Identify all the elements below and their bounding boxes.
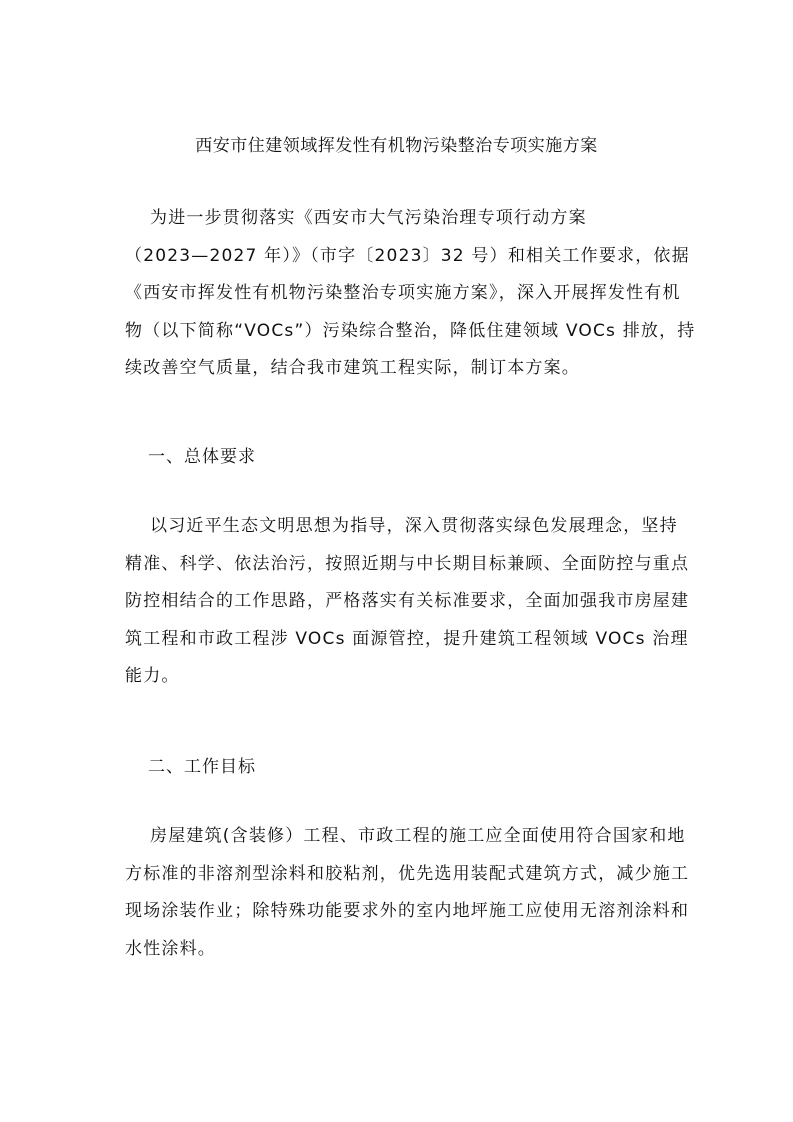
paragraph-line: 物（以下简称“VOCs”）污染综合整治，降低住建领域 VOCs 排放，持	[125, 320, 696, 341]
paragraph-line: 为进一步贯彻落实《西安市大气污染治理专项行动方案	[150, 208, 587, 228]
section2-paragraph	[125, 818, 690, 968]
paragraph-line: 方标准的非溶剂型涂料和胶粘剂，优先选用装配式建筑方式，减少施工	[125, 863, 690, 884]
paragraph-line: 防控相结合的工作思路，严格落实有关标准要求，全面加强我市房屋建	[125, 591, 690, 611]
paragraph-line: 房屋建筑(含装修）工程、市政工程的施工应全面使用符合国家和地	[150, 826, 686, 846]
paragraph-line: （2023—2027 年）》（市字〔2023〕32 号）和相关工作要求，依据	[125, 245, 690, 266]
paragraph-line: 精准、科学、依法治污，按照近期与中长期目标兼顾、全面防控与重点	[125, 553, 690, 574]
paragraph-line: 水性涂料。	[125, 938, 216, 959]
paragraph-line: 筑工程和市政工程涉 VOCs 面源管控，提升建筑工程领域 VOCs 治理	[125, 628, 689, 649]
intro-paragraph	[125, 200, 696, 388]
section1-paragraph	[125, 508, 690, 696]
section-heading-general-requirements: 一、总体要求	[148, 447, 256, 467]
paragraph-line: 续改善空气质量，结合我市建筑工程实际，制订本方案。	[125, 358, 580, 378]
paragraph-line: 以习近平生态文明思想为指导，深入贯彻落实绿色发展理念，坚持	[150, 516, 678, 536]
section-heading-work-goals: 二、工作目标	[148, 757, 256, 777]
paragraph-line: 现场涂装作业；除特殊功能要求外的室内地坪施工应使用无溶剂涂料和	[125, 901, 690, 921]
document-title: 西安市住建领域挥发性有机物污染整治专项实施方案	[195, 136, 598, 156]
paragraph-line: 《西安市挥发性有机物污染整治专项实施方案》，深入开展挥发性有机	[125, 283, 681, 303]
paragraph-line: 能力。	[125, 666, 180, 686]
